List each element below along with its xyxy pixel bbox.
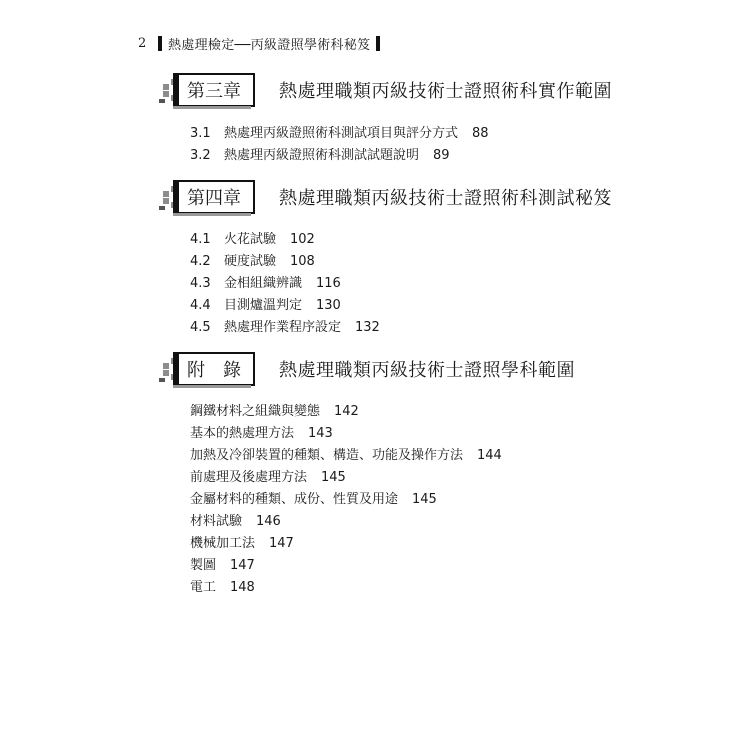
toc-item-page: 116 — [316, 276, 341, 291]
toc-item-text: 電工 — [190, 580, 217, 595]
toc-item-page: 148 — [230, 580, 255, 595]
chapter-label: 第三章 — [187, 81, 241, 102]
chapter-title: 熱處理職類丙級技術士證照術科實作範圍 — [279, 81, 612, 102]
toc-item-text: 熱處理丙級證照術科測試試題說明 — [224, 148, 420, 163]
toc-item-number: 4.3 — [190, 276, 211, 291]
toc-item-text: 硬度試驗 — [224, 254, 277, 269]
toc-item-text: 材料試驗 — [190, 514, 243, 529]
toc-item[interactable] — [190, 532, 294, 551]
header-bar-left — [158, 36, 162, 51]
toc-item[interactable] — [190, 510, 281, 529]
toc-item-page: 147 — [269, 536, 294, 551]
chapter-label: 第四章 — [187, 188, 241, 209]
toc-item[interactable] — [190, 144, 450, 163]
toc-item-number: 4.2 — [190, 254, 211, 269]
chapter-title: 熱處理職類丙級技術士證照術科測試秘笈 — [279, 188, 612, 209]
chapter-label-box — [177, 180, 255, 214]
toc-item-number: 3.1 — [190, 126, 211, 141]
toc-item[interactable] — [190, 576, 255, 595]
toc-item-text: 熱處理作業程序設定 — [224, 320, 342, 335]
running-header — [138, 33, 380, 53]
toc-item-text: 機械加工法 — [190, 536, 256, 551]
toc-item-page: 144 — [477, 448, 502, 463]
header-title: 熱處理檢定──丙級證照學術科秘笈 — [168, 37, 371, 53]
toc-item-page: 143 — [308, 426, 333, 441]
chapter-heading-4 — [159, 182, 612, 212]
chapter-heading-appendix — [159, 354, 575, 384]
toc-item-text: 基本的熱處理方法 — [190, 426, 295, 441]
chapter-label-box — [177, 73, 255, 107]
toc-item-page: 130 — [316, 298, 341, 313]
toc-item-text: 火花試驗 — [224, 232, 277, 247]
toc-item[interactable] — [190, 272, 341, 291]
toc-item-page: 132 — [355, 320, 380, 335]
toc-item-page: 89 — [433, 148, 450, 163]
toc-item-text: 目測爐溫判定 — [224, 298, 303, 313]
header-bar-right — [376, 36, 380, 51]
chapter-title: 熱處理職類丙級技術士證照學科範圍 — [279, 360, 575, 381]
toc-item[interactable] — [190, 228, 315, 247]
toc-item-page: 147 — [230, 558, 255, 573]
toc-item-text: 前處理及後處理方法 — [190, 470, 308, 485]
toc-item[interactable] — [190, 400, 359, 419]
toc-item[interactable] — [190, 554, 255, 573]
toc-item[interactable] — [190, 122, 489, 141]
page-number: 2 — [138, 35, 147, 51]
toc-item-page: 88 — [472, 126, 489, 141]
toc-item-page: 145 — [412, 492, 437, 507]
toc-item-number: 4.1 — [190, 232, 211, 247]
toc-item-number: 3.2 — [190, 148, 211, 163]
toc-item[interactable] — [190, 422, 333, 441]
chapter-heading-3 — [159, 75, 612, 105]
toc-item-page: 145 — [321, 470, 346, 485]
toc-item-text: 加熱及冷卻裝置的種類、構造、功能及操作方法 — [190, 448, 464, 463]
toc-item-page: 102 — [290, 232, 315, 247]
toc-item[interactable] — [190, 444, 502, 463]
toc-item-page: 146 — [256, 514, 281, 529]
chapter-label: 附 錄 — [187, 360, 241, 381]
toc-item-page: 142 — [334, 404, 359, 419]
toc-item[interactable] — [190, 294, 341, 313]
toc-item[interactable] — [190, 466, 346, 485]
toc-item[interactable] — [190, 488, 437, 507]
toc-item-text: 金屬材料的種類、成份、性質及用途 — [190, 492, 399, 507]
toc-item-number: 4.5 — [190, 320, 211, 335]
toc-item-page: 108 — [290, 254, 315, 269]
toc-item-number: 4.4 — [190, 298, 211, 313]
toc-item-text: 鋼鐵材料之組織與變態 — [190, 404, 321, 419]
chapter-label-box — [177, 352, 255, 386]
toc-item[interactable] — [190, 250, 315, 269]
toc-item-text: 熱處理丙級證照術科測試項目與評分方式 — [224, 126, 459, 141]
toc-item[interactable] — [190, 316, 380, 335]
toc-item-text: 製圖 — [190, 558, 217, 573]
toc-item-text: 金相組織辨識 — [224, 276, 303, 291]
